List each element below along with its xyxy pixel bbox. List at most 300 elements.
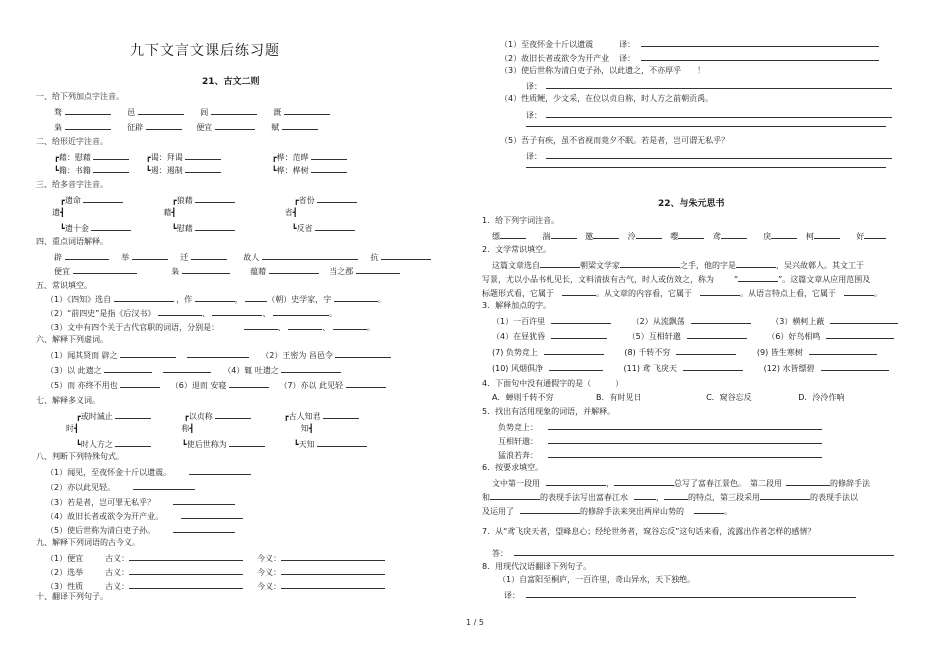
answer-blank[interactable] (771, 230, 797, 239)
answer-blank[interactable] (814, 230, 840, 239)
section-4-row-1 (54, 251, 431, 263)
section-9-item-2 (46, 566, 385, 578)
answer-blank[interactable] (526, 589, 856, 598)
q2-heading: 2．文学常识填空。 (482, 245, 552, 254)
punct: 。 (366, 323, 375, 332)
answer-blank[interactable] (676, 346, 736, 355)
answer-blank[interactable] (93, 164, 129, 173)
q8-item-1: （1）自富阳至桐庐，一百许里，奇山异水，天下独绝。 (498, 575, 696, 584)
term: 天知 (298, 440, 315, 449)
brace-top-icon: ┏ (271, 153, 277, 162)
section-1-row-1 (54, 106, 330, 118)
label: 今义： (257, 582, 282, 591)
term: 闾 (200, 108, 209, 117)
answer-blank[interactable] (634, 491, 656, 500)
q2-line-3 (482, 287, 882, 299)
q5-item-1 (498, 421, 822, 433)
term: 缥 (492, 232, 500, 241)
label: 译： (619, 40, 636, 49)
term: （1）便宜 (46, 554, 84, 563)
q8-heading: 8．用现代汉语翻译下列句子。 (482, 562, 592, 571)
answer-line[interactable] (526, 126, 886, 127)
answer-blank[interactable] (864, 230, 886, 239)
punct: 。 (724, 507, 732, 516)
prompt-text: （3）以 (46, 366, 76, 375)
section-3-heading: 三、给多音字注音。 (36, 180, 108, 189)
prompt-text: 使后世称为清白吏子孙，以此遗之，不亦厚乎 (521, 66, 682, 75)
answer-blank[interactable] (281, 364, 341, 373)
answer-blank[interactable] (83, 194, 123, 203)
section-8-item-4 (46, 510, 243, 522)
label: 译： (526, 152, 542, 161)
brace-mid-icon: ┫ (292, 208, 298, 217)
term: 桦：范晔 (276, 153, 309, 162)
answer-blank[interactable] (551, 330, 607, 339)
prompt-text: 安寝 (210, 381, 227, 390)
answer-blank[interactable] (191, 251, 227, 260)
term: 辟 (54, 253, 62, 262)
brace-bottom-icon: ┗ (171, 224, 177, 233)
prompt-text: ”。这篇文章从应用范围及 (778, 275, 871, 284)
answer-blank[interactable] (215, 410, 251, 419)
term: 泠 (627, 232, 636, 241)
term: （3）性质 (46, 582, 84, 591)
answer-blank[interactable] (262, 251, 358, 260)
option-d[interactable]: D．泠泠作响 (798, 393, 845, 402)
brace-bottom-icon: ┗ (76, 440, 81, 449)
prompt-text: 至夜怀金十斤以遗震 (521, 40, 594, 49)
q6-line-1 (492, 477, 870, 489)
answer-blank[interactable] (132, 251, 168, 260)
answer-blank[interactable] (211, 106, 257, 115)
prompt-text: （4）故旧长者或欲令为开产业。 (46, 512, 164, 521)
option-a[interactable]: A．蝉则千转不穷 (492, 393, 554, 402)
punct: ， (656, 493, 664, 502)
prompt-text: 。从语言特点上看，它属于 (740, 289, 836, 298)
prompt-text: （5）使后世称为清白吏子孙。 (46, 526, 156, 535)
answer-blank[interactable] (546, 477, 606, 486)
answer-blank[interactable] (551, 315, 611, 324)
section-7-row-3 (76, 438, 367, 450)
answer-blank[interactable] (288, 321, 322, 330)
section-1-row-2 (54, 121, 318, 133)
term: 慰藉 (176, 224, 193, 233)
term: （3）横柯上蔽 (771, 317, 825, 326)
term: 湍 (542, 232, 551, 241)
brace-top-icon: ┏ (293, 196, 299, 205)
section-5-line-3 (46, 321, 375, 333)
label: 古义： (105, 568, 130, 577)
section-2-row-1 (54, 151, 347, 163)
answer-blank[interactable] (229, 379, 269, 388)
answer-blank[interactable] (173, 524, 235, 533)
q2-line-1 (492, 259, 864, 271)
answer-blank[interactable] (182, 265, 230, 274)
section-3-row-1 (60, 194, 357, 206)
term: 负势竞上： (498, 423, 538, 432)
answer-blank[interactable] (146, 121, 182, 130)
brace-top-icon: ┏ (60, 196, 65, 205)
answer-blank[interactable] (323, 410, 359, 419)
answer-blank[interactable] (244, 321, 278, 330)
answer-blank[interactable] (115, 410, 151, 419)
answer-blank[interactable] (346, 379, 386, 388)
section-10-heading: 十、翻译下列句子。 (36, 592, 108, 601)
section-6-heading: 六、解释下列虚词。 (36, 335, 108, 344)
term: 迁 (180, 253, 189, 262)
brace-bottom-icon: ┗ (293, 440, 299, 449)
term: （5）互相轩邈 (627, 332, 681, 341)
label: 译： (619, 54, 636, 63)
answer-blank[interactable] (546, 109, 892, 118)
term: 时 (66, 424, 74, 433)
answer-blank[interactable] (317, 194, 357, 203)
answer-blank[interactable] (826, 330, 894, 339)
brace-top-icon: ┏ (183, 412, 189, 421)
answer-blank[interactable] (163, 364, 211, 373)
term: 藉 (163, 208, 172, 217)
term: 举 (121, 253, 130, 262)
answer-blank[interactable] (273, 307, 329, 316)
section-4-row-2 (54, 265, 400, 277)
answer-blank[interactable] (356, 265, 400, 274)
label: 答： (492, 549, 508, 558)
term: 或时 (80, 412, 97, 421)
prompt-text: 此见轻 (319, 381, 344, 390)
answer-line[interactable] (526, 167, 886, 168)
answer-blank[interactable] (133, 481, 195, 490)
term: 便宜 (54, 267, 70, 276)
term: 戾 (763, 232, 772, 241)
prompt-text: 的修辞手法 (830, 479, 870, 488)
q3-row-3 (492, 346, 877, 358)
term: 嘤 (670, 232, 679, 241)
brace-bottom-icon: ┗ (60, 224, 65, 233)
item-number: （5） (500, 136, 522, 145)
brace-mid-icon: ┫ (60, 208, 65, 217)
brace-bottom-icon: ┗ (271, 166, 277, 175)
prompt-text: （朝）史学家，字 (267, 295, 332, 304)
answer-blank[interactable] (664, 491, 688, 500)
prompt-text: 及运用了 (482, 507, 514, 516)
answer-blank[interactable] (311, 164, 347, 173)
answer-blank[interactable] (721, 230, 747, 239)
prompt-text: 吐遗之 (254, 366, 279, 375)
answer-blank[interactable] (187, 349, 249, 358)
q2-line-2 (482, 273, 870, 285)
answer-blank[interactable] (212, 307, 262, 316)
term: 里 (537, 317, 546, 326)
answer-blank[interactable] (548, 449, 822, 458)
q5-item-3 (498, 449, 822, 461)
prompt-text: 的表现手法写出富春江水 (540, 493, 628, 502)
prompt-text: 亦终不用也 (77, 381, 118, 390)
term: 征辟 (127, 123, 144, 132)
answer-blank[interactable] (104, 364, 152, 373)
term: 狼藉 (176, 196, 193, 205)
term: 当之郡 (329, 267, 354, 276)
section-6-row-2 (46, 364, 341, 376)
q3-row-1 (492, 315, 898, 327)
term: 蕴藉 (250, 267, 267, 276)
page-number: 1 / 5 (466, 618, 484, 627)
answer-blank[interactable] (500, 230, 526, 239)
term: 互相轩邈： (498, 437, 538, 446)
term: 反省 (296, 224, 313, 233)
answer-blank[interactable] (129, 552, 243, 561)
answer-blank[interactable] (284, 106, 330, 115)
punct: 、 (262, 309, 271, 318)
prompt-text: （7）亦以 (279, 381, 317, 390)
q6-line-2 (482, 491, 858, 503)
label: 今义： (257, 568, 282, 577)
translate-item-1 (500, 38, 879, 50)
prompt-text: （1）闻见，至夜怀金十斤以遗震。 (46, 468, 172, 477)
term: 遗命 (64, 196, 81, 205)
answer-blank[interactable] (93, 151, 129, 160)
answer-blank[interactable] (593, 230, 619, 239)
option-b[interactable]: B．有时见日 (596, 393, 642, 402)
answer-blank[interactable] (65, 121, 111, 130)
term: 滅止 (96, 412, 113, 421)
term: 鸟相鸣 (796, 332, 821, 341)
lesson-22-title: 22、与朱元思书 (658, 199, 725, 209)
q6-line-3 (482, 505, 732, 517)
answer-blank[interactable] (158, 307, 202, 316)
answer-blank[interactable] (636, 230, 662, 239)
term: 使后世称为 (186, 440, 227, 449)
answer-blank[interactable] (245, 293, 267, 302)
option-c[interactable]: C．窥谷忘反 (706, 393, 752, 402)
q4-options (492, 393, 844, 403)
term: 遗 (52, 208, 60, 217)
term: 遗十金 (64, 224, 89, 233)
q5-item-2 (498, 435, 822, 447)
prompt-text: 辟之 (101, 351, 118, 360)
prompt-text: 这篇文章选自 (492, 261, 540, 270)
answer-blank[interactable] (844, 287, 874, 296)
section-3-row-3 (60, 222, 355, 234)
term: 昏 (537, 332, 546, 341)
prompt-text: 总写了富春江景色。 第二段用 (674, 479, 782, 488)
section-5-line-2 (46, 307, 337, 319)
answer-blank[interactable] (129, 566, 243, 575)
term: 千转 (638, 348, 655, 357)
translate-item-4-answer (526, 109, 892, 121)
answer-blank[interactable] (115, 438, 151, 447)
prompt-text: （3）若是者，岂可罪无私乎？ (46, 498, 156, 507)
answer-blank[interactable] (120, 349, 176, 358)
term: （6）好 (767, 332, 797, 341)
section-4-heading: 四、重点词语解释。 (36, 237, 108, 246)
term: 籍：书籍 (58, 166, 91, 175)
term: （2）从 (631, 317, 661, 326)
answer-blank[interactable] (65, 106, 111, 115)
q5-heading: 5．找出有活用现象的词语，并解释。 (482, 407, 616, 416)
answer-blank[interactable] (691, 315, 751, 324)
q3-row-4 (492, 362, 889, 374)
answer-blank[interactable] (620, 259, 680, 268)
item-number: （3） (500, 66, 522, 75)
section-9-heading: 九、解释下列词语的古今义。 (36, 538, 140, 547)
answer-blank[interactable] (120, 379, 160, 388)
label: 今义： (257, 554, 282, 563)
term: 柯 (805, 232, 814, 241)
answer-blank[interactable] (315, 222, 355, 231)
term: 邑 (127, 108, 136, 117)
term: (10) 风烟俱净 (492, 364, 543, 373)
brace-mid-icon: ┫ (74, 424, 79, 433)
answer-blank[interactable] (269, 265, 319, 274)
prompt-text: ，作 (176, 295, 193, 304)
term: （2）选举 (46, 568, 84, 577)
answer-blank[interactable] (335, 349, 391, 358)
section-8-item-5 (46, 524, 235, 536)
answer-blank[interactable] (129, 580, 243, 589)
answer-blank[interactable] (311, 151, 347, 160)
answer-blank[interactable] (760, 491, 810, 500)
prompt-text: （5）而 (46, 381, 76, 390)
punct: 。 (377, 295, 386, 304)
brace-bottom-icon: ┗ (291, 224, 297, 233)
answer-blank[interactable] (551, 230, 577, 239)
answer-blank[interactable] (138, 106, 184, 115)
answer-blank[interactable] (549, 362, 603, 371)
section-6-row-3 (46, 379, 386, 391)
term: 时人方之 (80, 440, 113, 449)
answer-blank[interactable] (546, 80, 892, 89)
answer-blank[interactable] (229, 438, 265, 447)
lesson-21-title: 21、古文二则 (202, 77, 260, 87)
q1-heading: 1．给下列字词注音。 (482, 216, 560, 225)
answer-blank[interactable] (185, 164, 221, 173)
term: 省 (284, 208, 293, 217)
term: 便宜 (196, 123, 213, 132)
prompt-text: 的修辞手法来突出两岸山势的 (580, 507, 684, 516)
brace-mid-icon: ┫ (308, 424, 314, 433)
punct: ！ (697, 66, 706, 75)
answer-blank[interactable] (830, 315, 898, 324)
answer-blank[interactable] (91, 222, 131, 231)
q8-item-1-answer (504, 589, 856, 601)
answer-blank[interactable] (738, 273, 778, 282)
answer-blank[interactable] (282, 121, 318, 130)
prompt-text: 昌邑令 (308, 351, 333, 360)
prompt-text: 朝梁文学家 (580, 261, 620, 270)
answer-blank[interactable] (195, 222, 235, 231)
answer-blank[interactable] (73, 265, 137, 274)
answer-blank[interactable] (641, 38, 879, 47)
term: 遏：遏制 (150, 166, 183, 175)
answer-blank[interactable] (687, 330, 747, 339)
answer-blank[interactable] (562, 287, 596, 296)
answer-blank[interactable] (185, 151, 221, 160)
answer-blank[interactable] (281, 566, 385, 575)
label: 古义： (105, 554, 130, 563)
term: (9) 皆生寒树 (756, 348, 803, 357)
answer-blank[interactable] (683, 362, 743, 371)
term: 枭 (54, 123, 62, 132)
prompt-text: （1）闻其贤而 (46, 351, 100, 360)
term: (7) 负势竞上 (492, 348, 538, 357)
answer-blank[interactable] (540, 259, 580, 268)
section-8-item-2 (46, 481, 195, 493)
term: 流飘荡 (660, 317, 685, 326)
answer-blank[interactable] (786, 477, 830, 486)
answer-blank[interactable] (281, 552, 385, 561)
page-title: 九下文言文课后练习题 (130, 43, 280, 59)
answer-blank[interactable] (189, 466, 251, 475)
answer-blank[interactable] (65, 251, 109, 260)
section-7-row-1 (76, 410, 359, 422)
answer-blank[interactable] (548, 435, 822, 444)
punct: 。 (874, 289, 882, 298)
punct: 、 (201, 309, 210, 318)
answer-blank[interactable] (614, 477, 674, 486)
term: 古人知君 (288, 412, 321, 421)
answer-blank[interactable] (317, 438, 367, 447)
term: 藉：慰藉 (58, 153, 91, 162)
answer-blank[interactable] (514, 547, 894, 556)
answer-blank[interactable] (381, 251, 431, 260)
term: 称 (204, 412, 213, 421)
answer-blank[interactable] (215, 121, 255, 130)
prompt-text: 。从文章的内容看，它属于 (596, 289, 692, 298)
answer-blank[interactable] (490, 491, 540, 500)
term: 称 (181, 424, 190, 433)
term: 以贞 (188, 412, 205, 421)
answer-blank[interactable] (195, 194, 235, 203)
answer-blank[interactable] (544, 346, 604, 355)
answer-blank[interactable] (736, 259, 776, 268)
brace-top-icon: ┏ (54, 153, 59, 162)
term: 骛 (54, 108, 62, 117)
punct: “ (734, 275, 739, 284)
section-2-row-2 (54, 164, 347, 176)
answer-blank[interactable] (114, 293, 174, 302)
term: (12) 水皆缥碧 (763, 364, 815, 373)
answer-blank[interactable] (641, 52, 879, 61)
brace-top-icon: ┏ (76, 412, 81, 421)
item-number: （4） (500, 94, 522, 103)
answer-blank[interactable] (334, 293, 378, 302)
answer-blank[interactable] (548, 421, 822, 430)
prompt-text: 和 (482, 493, 490, 502)
answer-blank[interactable] (281, 580, 385, 589)
section-3-row-2 (52, 208, 298, 218)
brace-top-icon: ┏ (283, 412, 289, 421)
answer-blank[interactable] (821, 362, 889, 371)
q6-heading: 6．按要求填空。 (482, 463, 544, 472)
prompt-text: 的表现手法以 (810, 493, 858, 502)
answer-blank[interactable] (694, 505, 724, 514)
q3-heading: 3．解释加点的字。 (482, 301, 552, 310)
term: (11) 鸢 (623, 364, 651, 373)
answer-blank[interactable] (678, 230, 704, 239)
answer-blank[interactable] (809, 346, 877, 355)
answer-blank[interactable] (195, 293, 235, 302)
term: 好 (856, 232, 865, 241)
answer-blank[interactable] (546, 150, 892, 159)
answer-blank[interactable] (173, 496, 235, 505)
answer-blank[interactable] (520, 505, 580, 514)
answer-blank[interactable] (333, 321, 367, 330)
section-7-heading: 七、解释多义词。 (36, 396, 100, 405)
prompt-text: 文中第一段用 (492, 479, 540, 488)
translate-item-5-answer (526, 150, 892, 162)
answer-blank[interactable] (700, 287, 740, 296)
answer-blank[interactable] (181, 510, 243, 519)
